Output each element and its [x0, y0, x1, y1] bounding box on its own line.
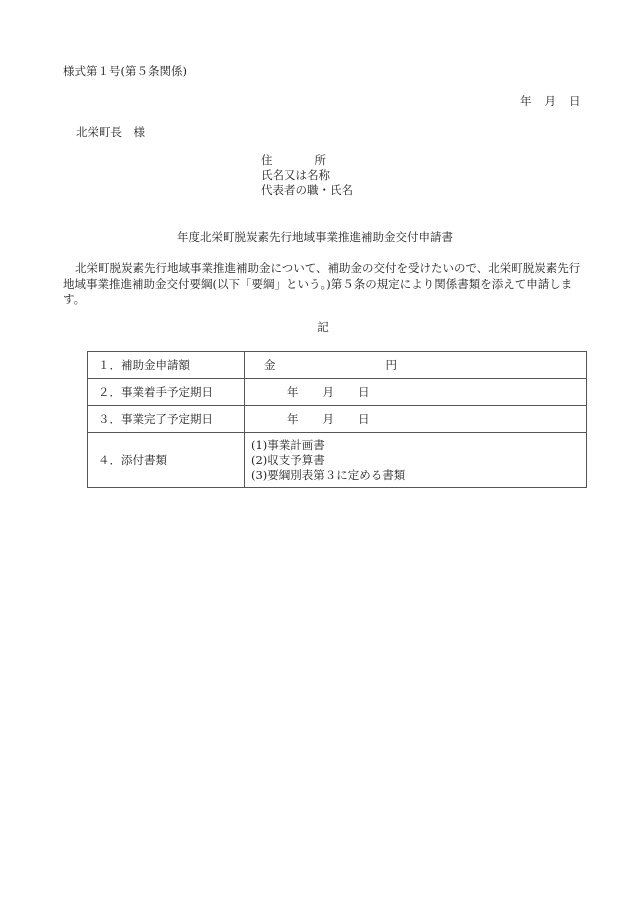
attachment-item: (2)収支予算書 [251, 452, 325, 467]
table-row [88, 433, 587, 488]
attachment-item: (3)要綱別表第３に定める書類 [251, 467, 406, 482]
name-label: 氏名又は名称 [261, 168, 330, 182]
representative-label: 代表者の職・氏名 [261, 183, 353, 197]
attachment-item: (1)事業計画書 [251, 437, 325, 452]
address-label: 住 所 [261, 153, 326, 167]
attachments-list [245, 433, 587, 488]
table-row [88, 379, 587, 406]
form-number: 様式第１号(第５条関係) [63, 64, 187, 78]
date-day: 日 [569, 94, 581, 108]
application-items-table [87, 351, 587, 488]
applicant-block [261, 153, 353, 198]
start-date-field[interactable]: 年 月 日 [245, 379, 587, 406]
amount-field[interactable]: 金 円 [245, 352, 587, 379]
row-label: ３．事業完了予定期日 [88, 406, 245, 433]
date-month: 月 [544, 94, 556, 108]
end-date-field[interactable]: 年 月 日 [245, 406, 587, 433]
row-label: １．補助金申請額 [88, 352, 245, 379]
body-text: 北栄町脱炭素先行地域事業推進補助金について、補助金の交付を受けたいので、北栄町脱炭素先行地域事業推進補助金交付要綱(以下「要綱」という。)第５条の規定により関係書類を添えて申請します。 [63, 261, 581, 306]
date-year: 年 [520, 94, 532, 108]
row-label: ４．添付書類 [88, 433, 245, 488]
table-row [88, 406, 587, 433]
row-label: ２．事業着手予定期日 [88, 379, 245, 406]
ki-heading: 記 [317, 320, 329, 334]
submission-date [520, 93, 581, 109]
table-row [88, 352, 587, 379]
document-title: 年度北栄町脱炭素先行地域事業推進補助金交付申請書 [177, 230, 453, 244]
addressee: 北栄町長 様 [76, 125, 145, 139]
